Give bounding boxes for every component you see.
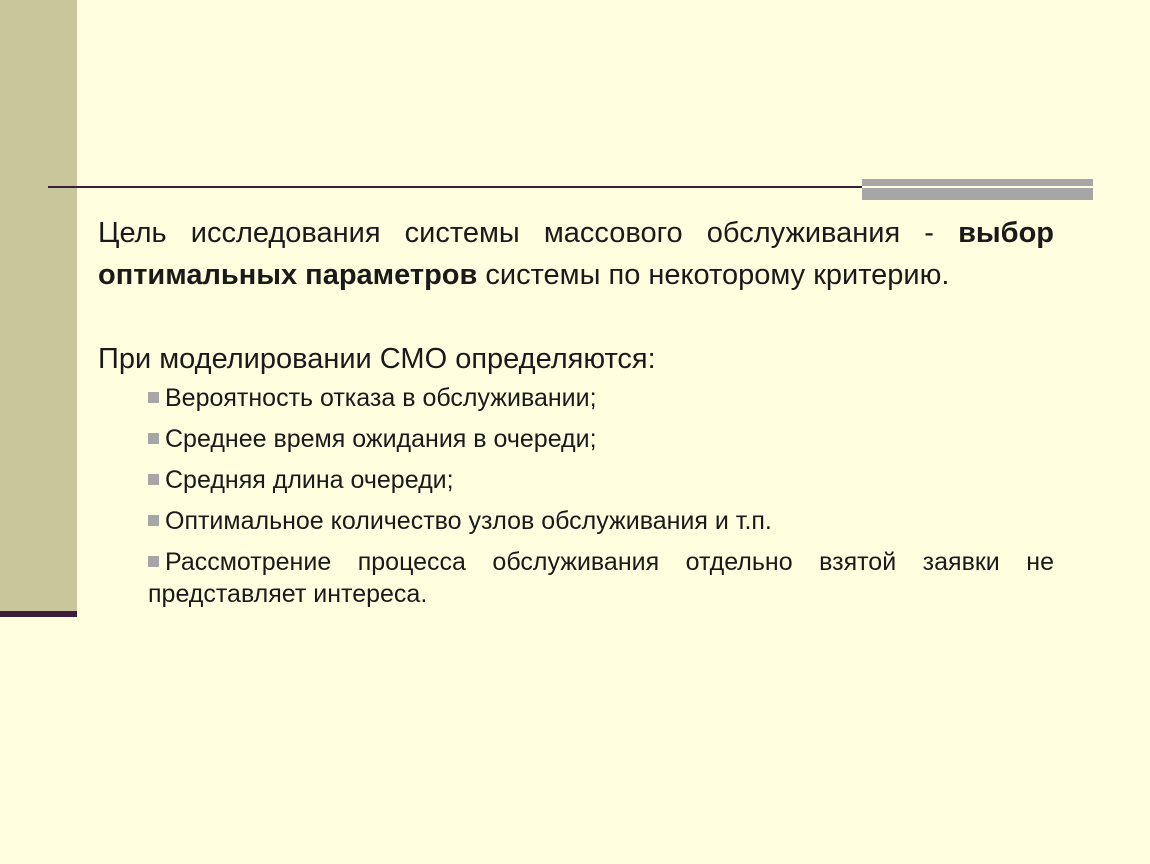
gray-decor-block-line xyxy=(862,186,1093,188)
list-item: Вероятность отказа в обслуживании; xyxy=(148,382,1054,414)
side-decor-bar xyxy=(0,0,77,612)
goal-text: Цель исследования системы массового обслуживания - xyxy=(98,217,959,249)
square-bullet-icon xyxy=(148,515,159,526)
modeling-intro: При моделировании СМО определяются: xyxy=(98,343,656,375)
goal-bold-1: выбор xyxy=(958,217,1054,249)
side-decor-line xyxy=(0,611,77,617)
metrics-list xyxy=(98,382,1054,610)
list-item: Рассмотрение процесса обслуживания отдельно взятой заявки не представляет интереса. xyxy=(148,548,1054,608)
square-bullet-icon xyxy=(148,474,159,485)
goal-bold-2: оптимальных параметров xyxy=(98,259,478,291)
slide-body xyxy=(98,212,1054,619)
goal-text-end: системы по некоторому критерию. xyxy=(477,259,950,291)
square-bullet-icon xyxy=(148,392,159,403)
list-item: Оптимальное количество узлов обслуживания и т.п. xyxy=(148,505,1054,537)
square-bullet-icon xyxy=(148,556,159,567)
list-item: Средняя длина очереди; xyxy=(148,464,1054,496)
goal-paragraph-line1 xyxy=(98,212,1054,254)
square-bullet-icon xyxy=(148,433,159,444)
list-item: Среднее время ожидания в очереди; xyxy=(148,423,1054,455)
gray-decor-block xyxy=(862,179,1093,200)
goal-paragraph-line2 xyxy=(98,254,1054,296)
